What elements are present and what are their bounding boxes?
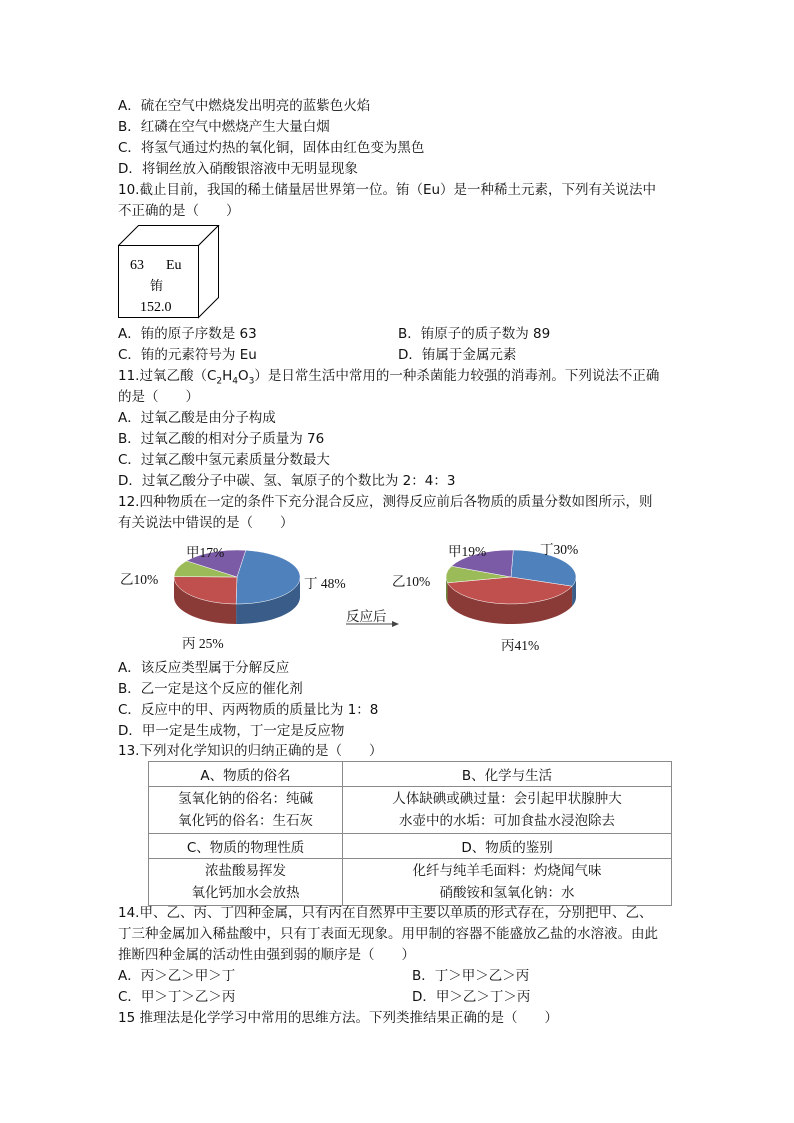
- reaction-arrow-head: [392, 621, 399, 627]
- element-name: 铕: [150, 279, 164, 294]
- q11-option-c: C．过氧乙酸中氢元素质量分数最大: [118, 452, 330, 468]
- knowledge-table: [148, 761, 672, 906]
- q12-option-b: B．乙一定是这个反应的催化剂: [118, 681, 303, 697]
- q9-option-b: B．红磷在空气中燃烧产生大量白烟: [118, 119, 330, 135]
- q9-option-a: A．硫在空气中燃烧发出明亮的蓝紫色火焰: [118, 98, 371, 114]
- pie2-label-yi: 乙10%: [392, 574, 431, 589]
- q14-option-c: C．甲＞丁＞乙＞丙: [118, 989, 236, 1005]
- pie1-label-bing: 丙 25%: [182, 636, 224, 651]
- q11-option-a: A．过氧乙酸是由分子构成: [118, 410, 276, 426]
- q10-stem-line2: 不正确的是（ ）: [118, 203, 240, 219]
- pie1-label-ding: 丁 48%: [304, 576, 346, 591]
- atomic-mass: 152.0: [140, 300, 172, 315]
- atomic-number: 63: [130, 258, 144, 273]
- q12-option-c: C．反应中的甲、丙两物质的质量比为 1：8: [118, 702, 379, 718]
- table-cell-d: 化纤与纯羊毛面料：灼烧闻气味 硝酸铵和氢氧化钠：水: [343, 859, 672, 906]
- table-head-a: A、物质的俗名: [149, 762, 343, 787]
- pie2-label-ding: 丁30%: [540, 542, 579, 557]
- q10-option-b: B．铕原子的质子数为 89: [398, 326, 551, 342]
- table-cell-c: 浓盐酸易挥发 氧化钙加水会放热: [149, 859, 343, 906]
- q10-option-c: C．铕的元素符号为 Eu: [118, 347, 257, 363]
- table-head-c: C、物质的物理性质: [149, 834, 343, 859]
- q9-option-c: C．将氢气通过灼热的氧化铜，固体由红色变为黑色: [118, 140, 425, 156]
- q13-stem: 13.下列对化学知识的归纳正确的是（ ）: [118, 743, 383, 759]
- q9-option-d: D．将铜丝放入硝酸银溶液中无明显现象: [118, 161, 358, 177]
- pie2-label-jia: 甲19%: [448, 544, 487, 559]
- q10-option-a: A．铕的原子序数是 63: [118, 326, 257, 342]
- element-cell-europium: [118, 225, 222, 321]
- pie1-label-yi: 乙10%: [120, 572, 159, 587]
- q14-stem-line1: 14.甲、乙、丙、丁四种金属，只有丙在自然界中主要以单质的形式存在，分别把甲、乙、: [118, 905, 653, 921]
- element-symbol: Eu: [166, 258, 182, 273]
- pie-charts: [0, 530, 794, 660]
- pie1-label-jia: 甲17%: [186, 545, 225, 560]
- q12-stem-line2: 有关说法中错误的是（ ）: [118, 515, 294, 531]
- table-cell-b: 人体缺碘或碘过量：会引起甲状腺肿大 水壶中的水垢：可加食盐水浸泡除去: [343, 787, 672, 834]
- q14-stem-line3: 推断四种金属的活动性由强到弱的顺序是（ ）: [118, 947, 415, 963]
- q14-option-d: D．甲＞乙＞丁＞丙: [412, 989, 531, 1005]
- pie2-label-bing: 丙41%: [501, 638, 540, 653]
- q15-stem: 15 推理法是化学学习中常用的思维方法。下列类推结果正确的是（ ）: [118, 1010, 558, 1026]
- q10-stem-line1: 10.截止目前，我国的稀土储量居世界第一位。铕（Eu）是一种稀土元素，下列有关说法中: [118, 182, 657, 198]
- pie-chart-before: [174, 550, 300, 624]
- table-cell-a: 氢氧化钠的俗名：纯碱 氧化钙的俗名：生石灰: [149, 787, 343, 834]
- q10-option-d: D．铕属于金属元素: [398, 347, 517, 363]
- q12-option-d: D．甲一定是生成物，丁一定是反应物: [118, 723, 345, 739]
- q12-stem-line1: 12.四种物质在一定的条件下充分混合反应，测得反应前后各物质的质量分数如图所示，则: [118, 494, 653, 510]
- q11-option-d: D．过氧乙酸分子中碳、氢、氧原子的个数比为 2：4：3: [118, 473, 456, 489]
- q14-stem-line2: 丁三种金属加入稀盐酸中，只有丁表面无现象。用甲制的容器不能盛放乙盐的水溶液。由此: [118, 926, 658, 942]
- q12-option-a: A．该反应类型属于分解反应: [118, 660, 290, 676]
- q11-option-b: B．过氧乙酸的相对分子质量为 76: [118, 431, 325, 447]
- table-head-d: D、物质的鉴别: [343, 834, 672, 859]
- table-head-b: B、化学与生活: [343, 762, 672, 787]
- q11-stem-line1: 11.过氧乙酸$(C_2H_4O_3)$是日常生活中常用的一种杀菌能力较强的消毒剂。下列说法不正确: [118, 368, 660, 387]
- q11-stem-line2: 的是（ ）: [118, 389, 199, 405]
- q14-option-a: A．丙＞乙＞甲＞丁: [118, 968, 236, 984]
- q14-option-b: B．丁＞甲＞乙＞丙: [412, 968, 530, 984]
- reaction-arrow-label: 反应后: [346, 609, 387, 625]
- pie-chart-after: [446, 550, 576, 624]
